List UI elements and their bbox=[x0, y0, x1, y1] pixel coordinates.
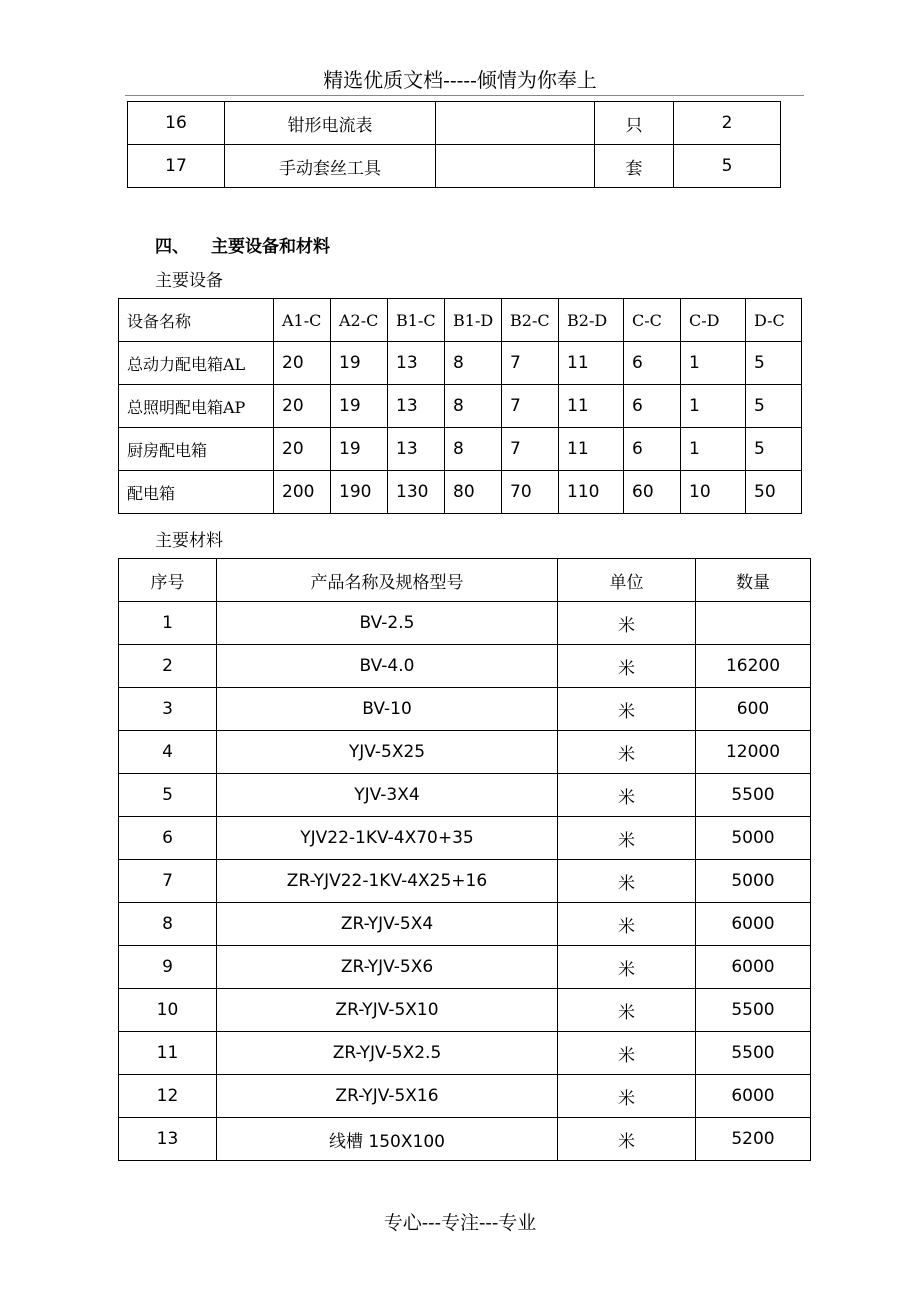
table-cell: 5500 bbox=[696, 1032, 811, 1075]
table-cell: 13 bbox=[388, 385, 445, 428]
table-cell: 只 bbox=[595, 102, 674, 145]
table-cell: 5 bbox=[746, 428, 802, 471]
table-cell: 11 bbox=[559, 428, 624, 471]
table-cell: BV-2.5 bbox=[217, 602, 558, 645]
table-cell: 5500 bbox=[696, 774, 811, 817]
column-header: C-C bbox=[624, 299, 681, 342]
table-cell: YJV22-1KV-4X70+35 bbox=[217, 817, 558, 860]
table-cell: 米 bbox=[558, 989, 696, 1032]
table-cell: YJV-3X4 bbox=[217, 774, 558, 817]
table-cell: 12 bbox=[119, 1075, 217, 1118]
table-cell: 190 bbox=[331, 471, 388, 514]
column-header: A2-C bbox=[331, 299, 388, 342]
table-row bbox=[128, 145, 781, 188]
row-label: 厨房配电箱 bbox=[119, 428, 274, 471]
tools-table bbox=[127, 101, 781, 188]
section-number: 四、 bbox=[155, 237, 189, 257]
table-row bbox=[119, 688, 811, 731]
table-cell: 1 bbox=[681, 342, 746, 385]
table-cell: 7 bbox=[502, 342, 559, 385]
table-row bbox=[119, 731, 811, 774]
table-cell: 19 bbox=[331, 342, 388, 385]
row-label: 总照明配电箱AP bbox=[119, 385, 274, 428]
table-cell: 8 bbox=[445, 428, 502, 471]
row-label: 总动力配电箱AL bbox=[119, 342, 274, 385]
table-row bbox=[119, 989, 811, 1032]
table-cell: 9 bbox=[119, 946, 217, 989]
table-cell: ZR-YJV-5X6 bbox=[217, 946, 558, 989]
table-cell: 8 bbox=[445, 385, 502, 428]
table-row bbox=[119, 1118, 811, 1161]
table-row bbox=[119, 385, 802, 428]
table-cell: 19 bbox=[331, 385, 388, 428]
column-header: 产品名称及规格型号 bbox=[217, 559, 558, 602]
table-cell: 13 bbox=[119, 1118, 217, 1161]
table-cell: 5200 bbox=[696, 1118, 811, 1161]
column-header: 设备名称 bbox=[119, 299, 274, 342]
table-cell: BV-4.0 bbox=[217, 645, 558, 688]
table-cell: ZR-YJV-5X2.5 bbox=[217, 1032, 558, 1075]
table-cell: 200 bbox=[274, 471, 331, 514]
row-label: 配电箱 bbox=[119, 471, 274, 514]
table-cell: 2 bbox=[119, 645, 217, 688]
table-cell: 8 bbox=[119, 903, 217, 946]
table-cell: 70 bbox=[502, 471, 559, 514]
table-cell: 16 bbox=[128, 102, 225, 145]
column-header: B2-D bbox=[559, 299, 624, 342]
table-cell: 米 bbox=[558, 1075, 696, 1118]
table-cell: 130 bbox=[388, 471, 445, 514]
table-cell: 6 bbox=[624, 385, 681, 428]
column-header: C-D bbox=[681, 299, 746, 342]
table-row bbox=[119, 817, 811, 860]
table-cell: 1 bbox=[681, 385, 746, 428]
table-cell: 19 bbox=[331, 428, 388, 471]
table-cell: 2 bbox=[674, 102, 781, 145]
table-cell: BV-10 bbox=[217, 688, 558, 731]
table-cell: 米 bbox=[558, 903, 696, 946]
table-cell: 5 bbox=[746, 342, 802, 385]
table-cell: YJV-5X25 bbox=[217, 731, 558, 774]
table-cell: 5 bbox=[746, 385, 802, 428]
table-cell: 10 bbox=[681, 471, 746, 514]
table-cell: 11 bbox=[119, 1032, 217, 1075]
table-cell: 米 bbox=[558, 860, 696, 903]
table-header-row bbox=[119, 299, 802, 342]
table-row bbox=[119, 946, 811, 989]
table-cell: 米 bbox=[558, 817, 696, 860]
table-row bbox=[119, 428, 802, 471]
table-cell: 7 bbox=[502, 428, 559, 471]
table-cell bbox=[436, 145, 595, 188]
table-cell: 11 bbox=[559, 385, 624, 428]
table-cell: 4 bbox=[119, 731, 217, 774]
table-cell: 17 bbox=[128, 145, 225, 188]
table-cell: ZR-YJV-5X16 bbox=[217, 1075, 558, 1118]
table-cell: 米 bbox=[558, 946, 696, 989]
header-divider bbox=[125, 95, 804, 96]
table-cell: 手动套丝工具 bbox=[225, 145, 436, 188]
table-cell: 20 bbox=[274, 385, 331, 428]
table-cell: ZR-YJV-5X4 bbox=[217, 903, 558, 946]
table-cell: 8 bbox=[445, 342, 502, 385]
table-row bbox=[119, 1032, 811, 1075]
table-cell: 13 bbox=[388, 428, 445, 471]
table-cell: 1 bbox=[119, 602, 217, 645]
materials-label: 主要材料 bbox=[155, 531, 223, 551]
table-cell: ZR-YJV22-1KV-4X25+16 bbox=[217, 860, 558, 903]
table-cell: 米 bbox=[558, 645, 696, 688]
table-cell: 6000 bbox=[696, 903, 811, 946]
table-cell: 钳形电流表 bbox=[225, 102, 436, 145]
table-row bbox=[119, 903, 811, 946]
table-cell: 20 bbox=[274, 428, 331, 471]
table-cell: 线槽 150X100 bbox=[217, 1118, 558, 1161]
materials-table bbox=[118, 558, 811, 1161]
table-cell: 5000 bbox=[696, 860, 811, 903]
table-cell: 6 bbox=[119, 817, 217, 860]
table-cell: 米 bbox=[558, 1118, 696, 1161]
section-heading bbox=[155, 232, 330, 257]
column-header: B1-C bbox=[388, 299, 445, 342]
table-row bbox=[119, 342, 802, 385]
table-cell: 5000 bbox=[696, 817, 811, 860]
table-cell: 米 bbox=[558, 688, 696, 731]
table-cell: 60 bbox=[624, 471, 681, 514]
table-cell: 7 bbox=[119, 860, 217, 903]
page-footer: 专心---专注---专业 bbox=[383, 1212, 537, 1234]
table-header-row bbox=[119, 559, 811, 602]
table-cell: 80 bbox=[445, 471, 502, 514]
table-cell: 11 bbox=[559, 342, 624, 385]
table-row bbox=[119, 1075, 811, 1118]
table-cell: 6 bbox=[624, 342, 681, 385]
page-header-title: 精选优质文档-----倾情为你奉上 bbox=[323, 68, 597, 92]
table-cell: 3 bbox=[119, 688, 217, 731]
table-row bbox=[119, 774, 811, 817]
table-cell: 16200 bbox=[696, 645, 811, 688]
table-cell: 110 bbox=[559, 471, 624, 514]
table-cell bbox=[696, 602, 811, 645]
column-header: 序号 bbox=[119, 559, 217, 602]
table-cell: 5 bbox=[119, 774, 217, 817]
equipment-table bbox=[118, 298, 802, 514]
table-cell: 套 bbox=[595, 145, 674, 188]
table-cell: 米 bbox=[558, 1032, 696, 1075]
column-header: 数量 bbox=[696, 559, 811, 602]
materials-table-body bbox=[119, 559, 811, 1161]
table-row bbox=[119, 860, 811, 903]
table-row bbox=[119, 602, 811, 645]
table-cell: ZR-YJV-5X10 bbox=[217, 989, 558, 1032]
table-cell: 50 bbox=[746, 471, 802, 514]
table-row bbox=[119, 645, 811, 688]
table-cell: 5500 bbox=[696, 989, 811, 1032]
tools-table-body bbox=[128, 102, 781, 188]
table-cell: 10 bbox=[119, 989, 217, 1032]
table-row bbox=[119, 471, 802, 514]
table-cell: 7 bbox=[502, 385, 559, 428]
table-cell: 米 bbox=[558, 774, 696, 817]
equipment-label: 主要设备 bbox=[155, 271, 223, 291]
column-header: A1-C bbox=[274, 299, 331, 342]
table-cell: 5 bbox=[674, 145, 781, 188]
column-header: D-C bbox=[746, 299, 802, 342]
table-cell: 600 bbox=[696, 688, 811, 731]
table-cell: 6000 bbox=[696, 946, 811, 989]
table-cell: 米 bbox=[558, 731, 696, 774]
table-cell: 6000 bbox=[696, 1075, 811, 1118]
table-row bbox=[128, 102, 781, 145]
column-header: B1-D bbox=[445, 299, 502, 342]
table-cell: 13 bbox=[388, 342, 445, 385]
column-header: 单位 bbox=[558, 559, 696, 602]
column-header: B2-C bbox=[502, 299, 559, 342]
table-cell: 12000 bbox=[696, 731, 811, 774]
equipment-table-body bbox=[119, 299, 802, 514]
table-cell: 20 bbox=[274, 342, 331, 385]
table-cell bbox=[436, 102, 595, 145]
section-title: 主要设备和材料 bbox=[211, 237, 330, 257]
table-cell: 米 bbox=[558, 602, 696, 645]
table-cell: 6 bbox=[624, 428, 681, 471]
table-cell: 1 bbox=[681, 428, 746, 471]
